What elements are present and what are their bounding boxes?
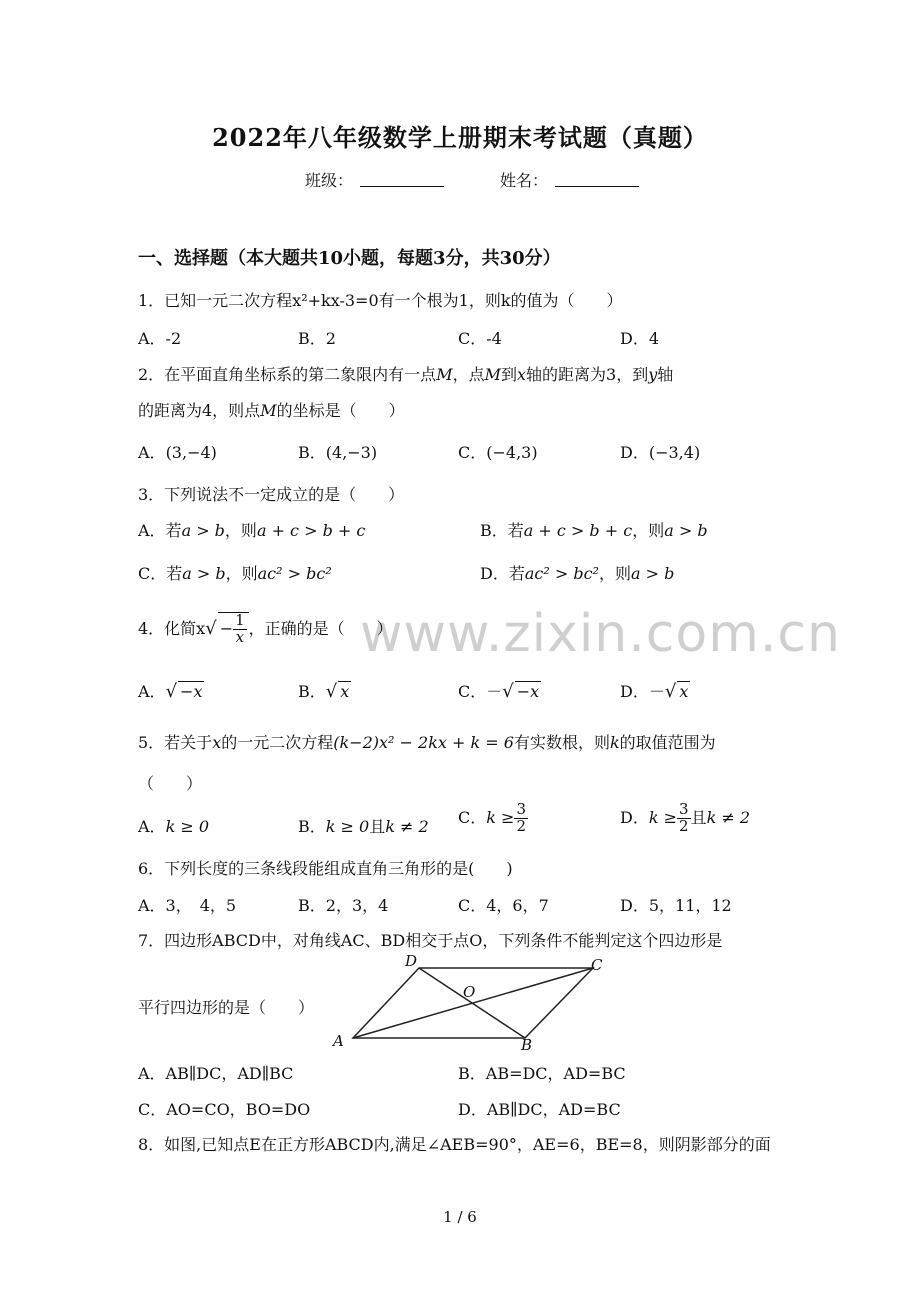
q6-option-a: A．3， 4，5: [138, 896, 237, 915]
label-a: A: [333, 1032, 344, 1050]
q7-option-a: A．AB∥DC，AD∥BC: [138, 1064, 294, 1083]
name-field: [555, 168, 639, 187]
q6-option-c: C．4，6，7: [458, 896, 549, 915]
question-4-stem: 4．化简x√ − $\frac{1}{x}$ ，正确的是（ ）: [138, 611, 393, 646]
q5-option-c: C．k ≥ $\frac{3}{2}$: [458, 800, 526, 835]
label-c: C: [591, 956, 603, 974]
label-b: B: [521, 1036, 533, 1052]
label-o: O: [463, 983, 476, 1001]
q4-option-b: B．√ x: [298, 681, 350, 702]
page-number: 1 / 6: [443, 1208, 477, 1226]
class-field: [360, 168, 444, 187]
diagonal-bd: [419, 968, 525, 1038]
q1-option-d: D．4: [620, 329, 660, 348]
question-6-stem: 6．下列长度的三条线段能组成直角三角形的是( ): [138, 859, 513, 878]
q4-option-a: A．√ −x: [138, 681, 203, 702]
q2-option-d: D．(−3,4): [620, 443, 701, 462]
q1-option-a: A．-2: [138, 329, 182, 348]
page-title: 2022年八年级数学上册期末考试题（真题）: [212, 123, 708, 152]
q2-option-b: B．(4,−3): [298, 443, 378, 462]
q3-option-d: D．若ac² > bc²，则a > b: [480, 564, 675, 583]
question-7-line-1: 7．四边形ABCD中，对角线AC、BD相交于点O，下列条件不能判定这个四边形是: [138, 931, 723, 950]
question-8-stem: 8．如图,已知点E在正方形ABCD内,满足∠AEB=90°，AE=6，BE=8，则阴影部分的面: [138, 1135, 771, 1154]
question-5-line-1: 5．若关于x的一元二次方程(k−2)x² − 2kx + k = 6有实数根，则k的取值范围为: [138, 733, 716, 752]
q6-option-d: D．5，11，12: [620, 896, 732, 915]
question-2-line-2: 的距离为4，则点M的坐标是（ ）: [138, 401, 405, 420]
q3-option-a: A．若a > b，则a + c > b + c: [138, 521, 366, 540]
q6-option-b: B．2，3，4: [298, 896, 389, 915]
label-d: D: [405, 952, 418, 970]
section-heading: 一、选择题（本大题共10小题，每题3分，共30分）: [138, 248, 561, 269]
q5-option-b: B．k ≥ 0且k ≠ 2: [298, 817, 429, 836]
q7-option-d: D．AB∥DC，AD=BC: [458, 1100, 621, 1119]
question-5-line-2: （ ）: [138, 774, 203, 793]
name-label: 姓名：: [500, 171, 549, 190]
q1-option-c: C．-4: [458, 329, 502, 348]
q3-option-b: B．若a + c > b + c，则a > b: [480, 521, 708, 540]
q5-option-d: D．k ≥ $\frac{3}{2}$ 且k ≠ 2: [620, 800, 751, 835]
class-label: 班级：: [305, 171, 354, 190]
q1-option-b: B．2: [298, 329, 336, 348]
question-3-stem: 3．下列说法不一定成立的是（ ）: [138, 485, 405, 504]
q7-option-b: B．AB=DC，AD=BC: [458, 1064, 626, 1083]
question-7-line-2: 平行四边形的是（ ）: [138, 998, 315, 1017]
parallelogram-figure: [325, 950, 615, 1052]
q4-option-c: C．－√ −x: [458, 681, 540, 702]
question-1-stem: 1．已知一元二次方程x²+kx-3=0有一个根为1，则k的值为（ ）: [138, 291, 623, 310]
q4-option-d: D．－√ x: [620, 681, 689, 702]
q5-option-a: A．k ≥ 0: [138, 817, 210, 836]
question-2-line-1: 2．在平面直角坐标系的第二象限内有一点M，点M到x轴的距离为3，到y轴: [138, 365, 674, 384]
q2-option-a: A．(3,−4): [138, 443, 217, 462]
watermark: www.zixin.com.cn: [360, 604, 841, 664]
q2-option-c: C．(−4,3): [458, 443, 538, 462]
q3-option-c: C．若a > b，则ac² > bc²: [138, 564, 332, 583]
q7-option-c: C．AO=CO，BO=DO: [138, 1100, 311, 1119]
